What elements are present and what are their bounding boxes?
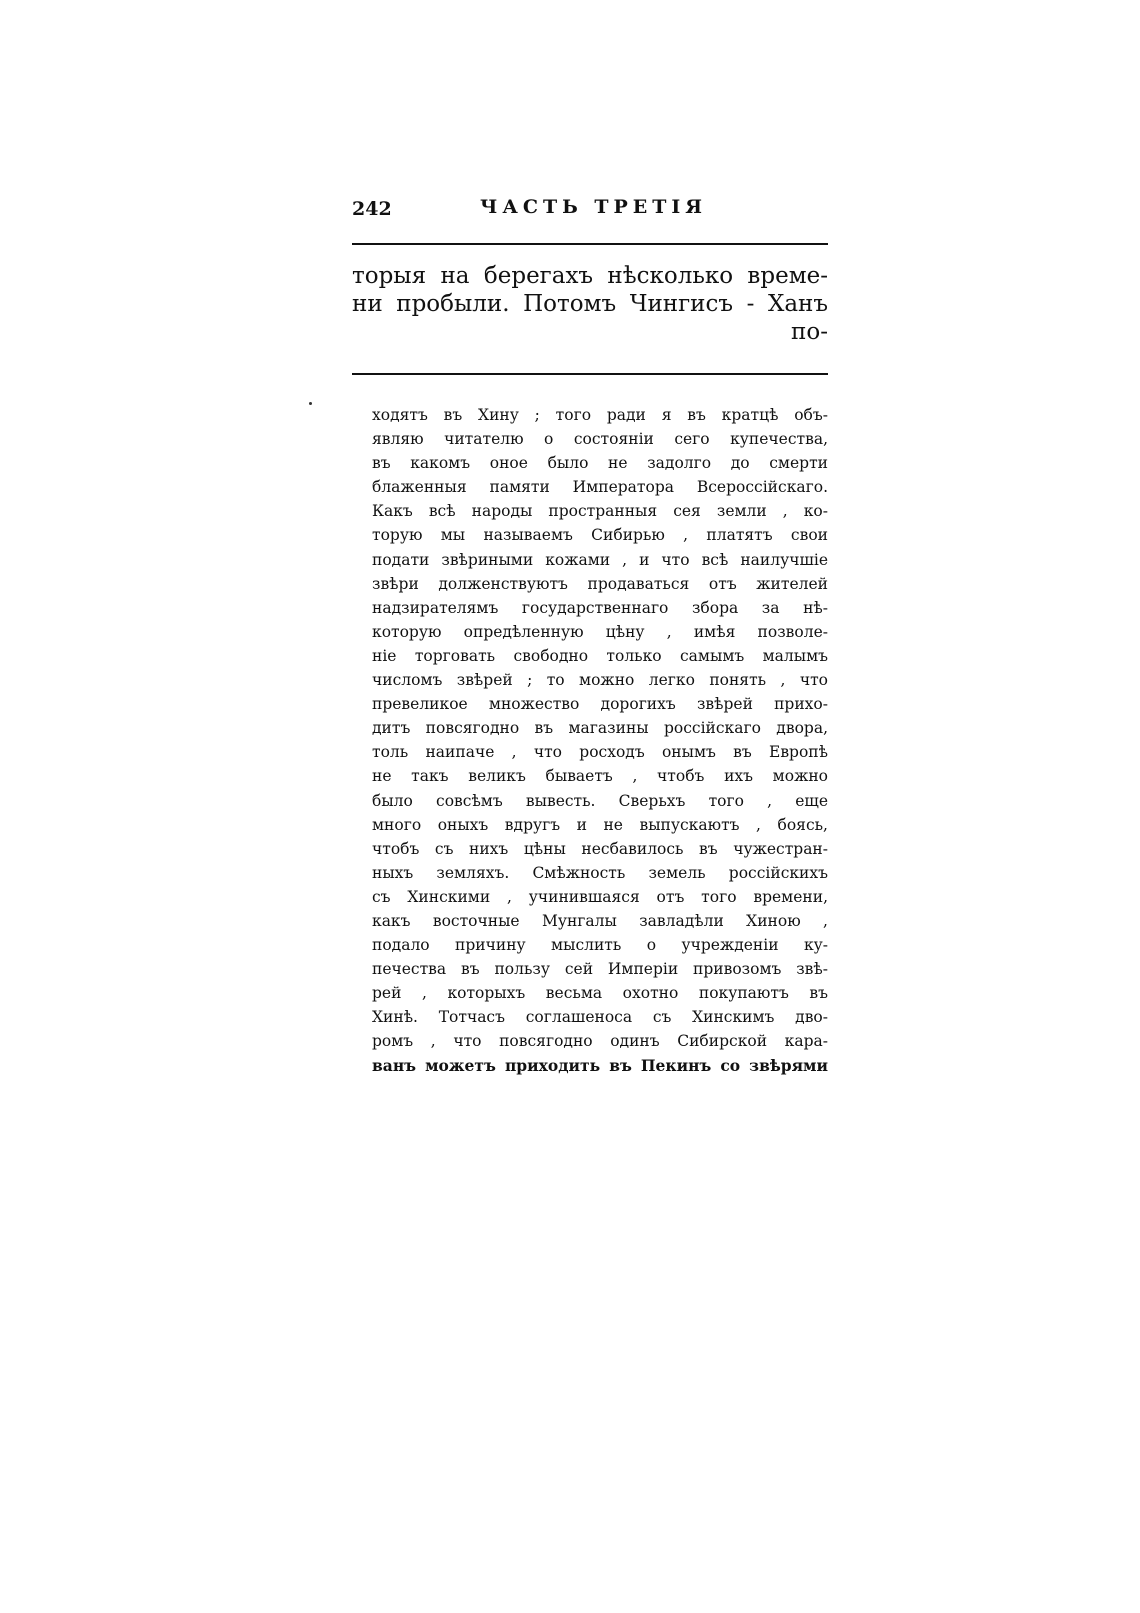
main-line: ныхъ земляхъ. Смѣжность земель россійскихъ xyxy=(372,863,828,882)
main-line: рей , которыхъ весьма охотно покупаютъ въ xyxy=(372,984,828,1003)
main-line: въ какомъ оное было не задолго до смерти xyxy=(372,454,828,473)
stray-ink-mark xyxy=(309,402,312,405)
page-number: 242 xyxy=(352,198,392,220)
main-line: которую опредѣленную цѣну , имѣя позволе- xyxy=(372,622,828,641)
main-line: не такъ великъ бываетъ , чтобъ ихъ можно xyxy=(372,767,828,786)
main-line: много оныхъ вдругъ и не выпускаютъ , боясь, xyxy=(372,815,828,834)
main-line: подало причину мыслить о учрежденіи ку- xyxy=(372,936,828,955)
main-line: Хинѣ. Тотчасъ соглашеноса съ Хинскимъ дво- xyxy=(372,1008,828,1027)
upper-line: торыя на берегахъ нѣсколько време- xyxy=(352,263,828,289)
main-line: надзирателямъ государственнаго збора за нѣ- xyxy=(372,598,828,617)
main-line: было совсѣмъ вывесть. Сверьхъ того , еще xyxy=(372,791,828,810)
upper-line-catchword: по- xyxy=(791,319,828,345)
page-header xyxy=(352,196,828,226)
header-rule xyxy=(352,243,828,245)
main-line: превеликое множество дорогихъ звѣрей прихо- xyxy=(372,695,828,714)
main-line: Какъ всѣ народы пространныя сея земли , ко- xyxy=(372,502,828,521)
main-line: ніе торговать свободно только самымъ малымъ xyxy=(372,646,828,665)
upper-text-block xyxy=(352,262,828,346)
running-head: ЧАСТЬ ТРЕТІЯ xyxy=(480,196,708,218)
main-line: числомъ звѣрей ; то можно легко понять , что xyxy=(372,671,828,690)
main-line: звѣри долженствуютъ продаваться отъ жителей xyxy=(372,574,828,593)
main-line: являю читателю о состояніи сего купечества, xyxy=(372,430,828,449)
main-text-block xyxy=(372,403,828,1078)
main-line: съ Хинскими , учинившаяся отъ того времени, xyxy=(372,887,828,906)
main-line: подати звѣриными кожами , и что всѣ наилучшіе xyxy=(372,550,828,569)
main-line: ходятъ въ Хину ; того ради я въ кратцѣ объ- xyxy=(372,406,828,424)
main-line: торую мы называемъ Сибирью , платятъ свои xyxy=(372,526,828,545)
main-line: какъ восточные Мунгалы завладѣли Хиною , xyxy=(372,911,828,930)
main-line: ванъ можетъ приходить въ Пекинъ со звѣрями xyxy=(372,1055,828,1075)
main-line: печества въ пользу сей Имперіи привозомъ звѣ- xyxy=(372,960,828,979)
main-line: блаженныя памяти Императора Всероссійскаго. xyxy=(372,478,828,497)
section-rule xyxy=(352,373,828,375)
main-line: дитъ повсягодно въ магазины россійскаго двора, xyxy=(372,719,828,738)
main-line: толь наипаче , что росходъ онымъ въ Европѣ xyxy=(372,743,828,762)
main-line: чтобъ съ нихъ цѣны несбавилось въ чужестран- xyxy=(372,839,828,858)
upper-line: ни пробыли. Потомъ Чингисъ - Ханъ xyxy=(352,291,828,317)
main-line: ромъ , что повсягодно одинъ Сибирской кара- xyxy=(372,1032,828,1051)
